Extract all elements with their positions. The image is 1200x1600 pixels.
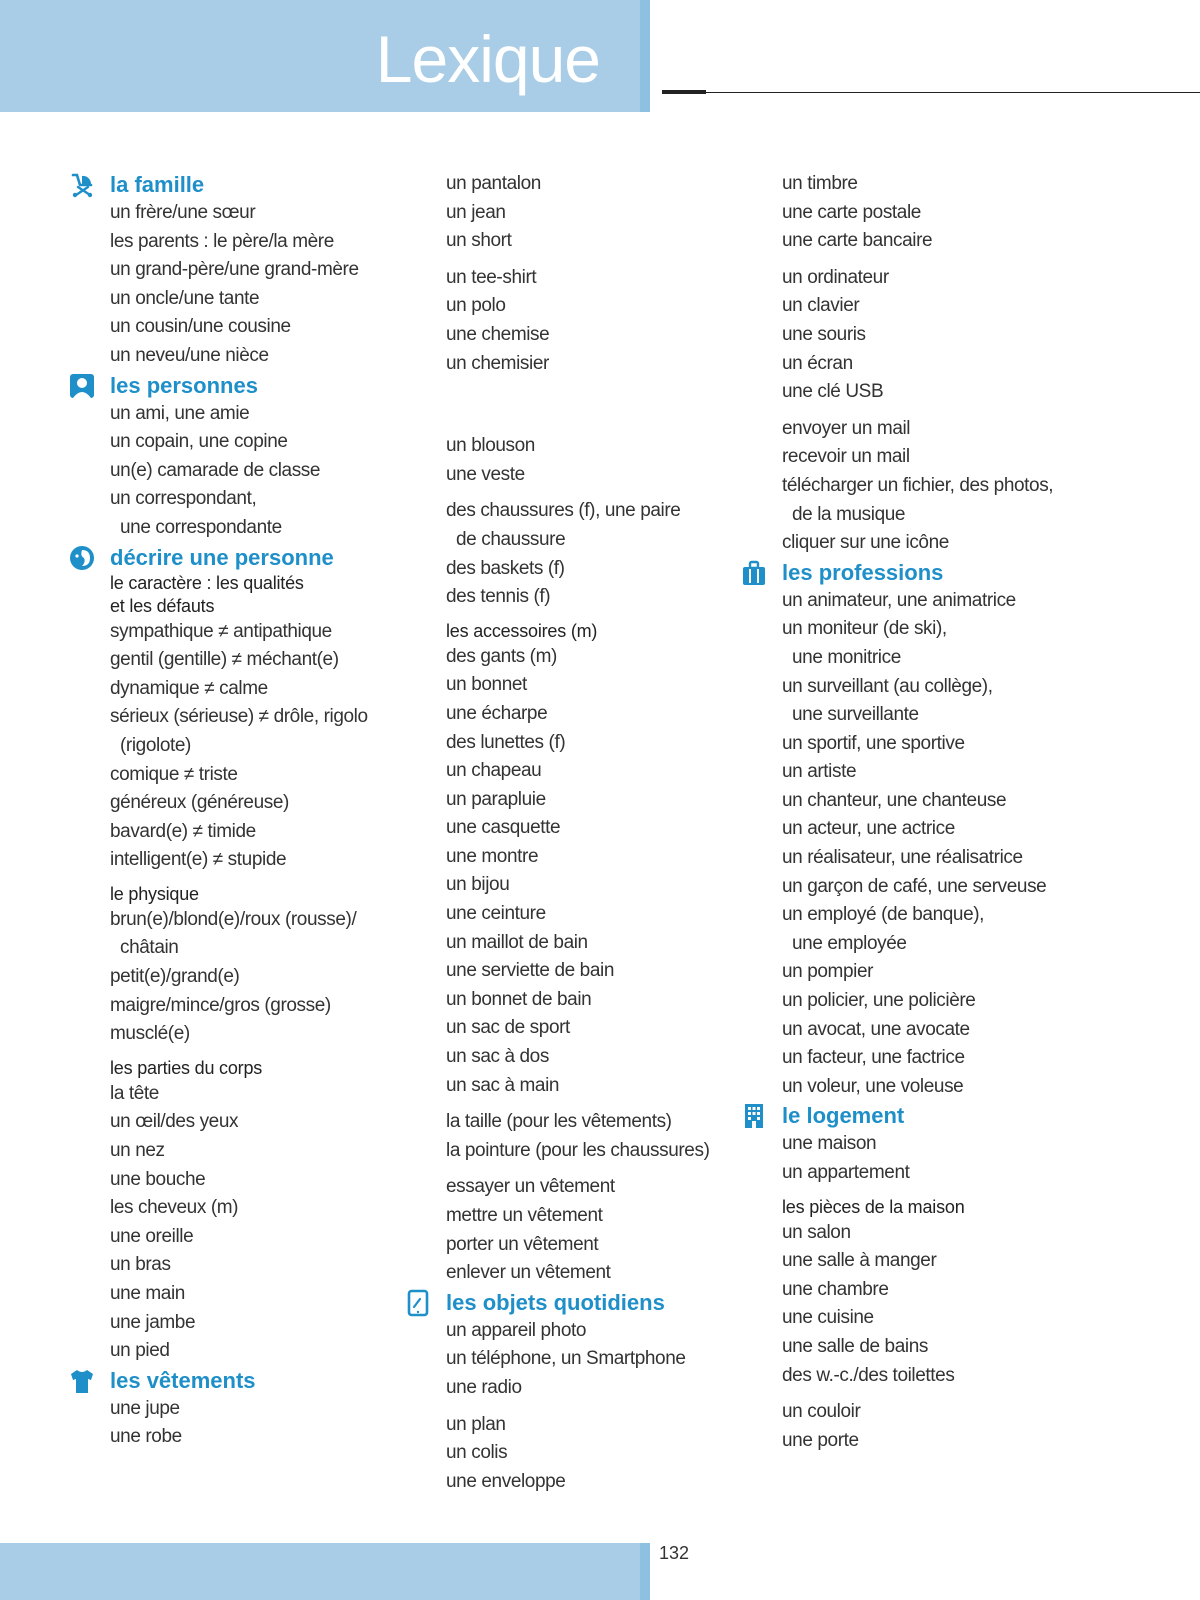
- header-rule-accent: [662, 90, 706, 94]
- person-icon: [68, 372, 96, 400]
- section-title-text: décrire une personne: [110, 544, 334, 570]
- list-item: un timbre: [782, 173, 858, 194]
- list-item: télécharger un fichier, des photos,: [782, 474, 1054, 496]
- list-item: un cousin/une cousine: [110, 316, 291, 338]
- list-item: un correspondant,: [110, 488, 257, 510]
- list-item: une ceinture: [446, 903, 546, 925]
- group-informatique: [782, 264, 1182, 407]
- section-title-text: les objets quotidiens: [446, 1289, 665, 1315]
- list-item: la pointure (pour les chaussures): [446, 1139, 710, 1161]
- list-item: une salle à manger: [782, 1250, 937, 1272]
- list-item: un appareil photo: [446, 1319, 587, 1341]
- group-caractere: [110, 572, 440, 875]
- list-item: un pied: [110, 1340, 170, 1362]
- list-item: un nez: [110, 1140, 165, 1162]
- list-item: une employée: [792, 932, 907, 954]
- list-item: une monitrice: [792, 646, 901, 668]
- list-item: une clé USB: [782, 381, 884, 403]
- list-item: les parents : le père/la mère: [110, 230, 334, 252]
- list-item: des gants (m): [446, 645, 557, 667]
- list-item: la taille (pour les vêtements): [446, 1111, 672, 1133]
- list-item: un(e) camarade de classe: [110, 459, 321, 481]
- item-list: [110, 1395, 440, 1452]
- list-item: une écharpe: [446, 702, 548, 724]
- list-item: des baskets (f): [446, 557, 565, 579]
- list-item: porter un vêtement: [446, 1233, 599, 1255]
- list-item: comique ≠ triste: [110, 763, 238, 785]
- list-item: un appartement: [782, 1162, 910, 1183]
- list-item: un chanteur, une chanteuse: [782, 789, 1007, 811]
- list-item: un sac à main: [446, 1074, 560, 1096]
- section-personnes: [110, 371, 440, 543]
- list-item: un écran: [782, 352, 853, 374]
- list-item: un short: [446, 230, 512, 252]
- list-item: un garçon de café, une serveuse: [782, 875, 1047, 897]
- list-item: des chaussures (f), une paire: [446, 500, 681, 522]
- group-title: les accessoires (m): [446, 620, 598, 641]
- list-item: un téléphone, un Smartphone: [446, 1348, 686, 1370]
- list-item: de la musique: [792, 503, 906, 525]
- section-title: [782, 1101, 1182, 1130]
- list-item: une correspondante: [120, 516, 282, 538]
- header-rule: [662, 92, 1200, 93]
- column-2: [446, 170, 776, 1496]
- list-item: une chambre: [782, 1278, 889, 1300]
- list-item: châtain: [120, 937, 179, 959]
- list-item: une oreille: [110, 1225, 194, 1247]
- list-item: petit(e)/grand(e): [110, 966, 240, 988]
- page-number: 132: [659, 1543, 690, 1563]
- list-item: de chaussure: [456, 528, 566, 550]
- section-title: [110, 371, 440, 400]
- list-item: un bras: [110, 1254, 171, 1276]
- list-item: un jean: [446, 201, 506, 223]
- section-decrire: [110, 543, 440, 1366]
- list-item: une radio: [446, 1376, 522, 1398]
- group-vestes: [446, 432, 776, 489]
- list-item: un pantalon: [446, 173, 541, 194]
- group-physique: [110, 883, 440, 1049]
- list-item: un parapluie: [446, 788, 546, 810]
- list-item: brun(e)/blond(e)/roux (rousse)/: [110, 908, 357, 930]
- list-item: une serviette de bain: [446, 960, 614, 982]
- section-title: [446, 1288, 776, 1317]
- list-item: un tee-shirt: [446, 266, 537, 288]
- list-item: gentil (gentille) ≠ méchant(e): [110, 649, 339, 671]
- list-item: maigre/mince/gros (grosse): [110, 994, 331, 1016]
- header-band: [0, 0, 640, 112]
- section-title-text: les vêtements: [110, 1367, 256, 1393]
- list-item: (rigolote): [120, 734, 191, 756]
- tshirt-icon: [68, 1367, 96, 1395]
- list-item: un bonnet: [446, 674, 527, 696]
- list-item: un polo: [446, 295, 506, 317]
- footer-band: [0, 1543, 650, 1600]
- section-famille: [110, 170, 440, 371]
- list-item: une carte bancaire: [782, 230, 933, 252]
- list-item: un policier, une policière: [782, 990, 976, 1012]
- list-item: une main: [110, 1283, 185, 1304]
- group-poste: [782, 170, 1182, 256]
- group-pieces: [782, 1196, 1182, 1391]
- list-item: généreux (généreuse): [110, 792, 289, 814]
- section-title: [110, 1366, 440, 1395]
- list-item: une maison: [782, 1133, 877, 1155]
- list-item: sympathique ≠ antipathique: [110, 620, 332, 642]
- list-item: sérieux (sérieuse) ≠ drôle, rigolo: [110, 706, 368, 728]
- list-item: une porte: [782, 1429, 859, 1451]
- list-item: des tennis (f): [446, 586, 551, 608]
- list-item: un oncle/une tante: [110, 287, 260, 309]
- list-item: un facteur, une factrice: [782, 1047, 965, 1069]
- list-item: un bijou: [446, 874, 510, 896]
- list-item: des w.-c./des toilettes: [782, 1364, 955, 1386]
- list-item: un ami, une amie: [110, 402, 250, 424]
- list-item: un pompier: [782, 961, 874, 983]
- item-list: [782, 1398, 1182, 1455]
- column-3: [782, 170, 1182, 1455]
- list-item: une jupe: [110, 1397, 180, 1419]
- briefcase-icon: [740, 559, 768, 587]
- list-item: un moniteur (de ski),: [782, 618, 947, 640]
- list-item: mettre un vêtement: [446, 1205, 603, 1226]
- group-title: les pièces de la maison: [782, 1196, 965, 1217]
- list-item: une veste: [446, 463, 525, 485]
- list-item: essayer un vêtement: [446, 1176, 615, 1198]
- list-item: un artiste: [782, 761, 857, 783]
- list-item: un chemisier: [446, 352, 549, 374]
- list-item: envoyer un mail: [782, 417, 911, 439]
- list-item: un réalisateur, une réalisatrice: [782, 847, 1023, 869]
- list-item: un sac de sport: [446, 1017, 570, 1039]
- section-title: [110, 543, 440, 572]
- list-item: un salon: [782, 1221, 851, 1243]
- list-item: un grand-père/une grand-mère: [110, 259, 359, 281]
- item-list: [446, 1411, 776, 1497]
- section-title-text: les professions: [782, 559, 944, 585]
- group-taille: [446, 1108, 776, 1165]
- section-professions: [782, 558, 1182, 1102]
- list-item: une chemise: [446, 323, 550, 345]
- list-item: un animateur, une animatrice: [782, 589, 1016, 611]
- list-item: des lunettes (f): [446, 731, 566, 753]
- header-edge: [640, 0, 650, 112]
- list-item: un ordinateur: [782, 266, 889, 288]
- section-title: [110, 170, 440, 199]
- section-title-text: le logement: [782, 1103, 905, 1129]
- list-item: enlever un vêtement: [446, 1262, 611, 1284]
- list-item: un acteur, une actrice: [782, 818, 955, 840]
- group-hauts: [446, 264, 776, 378]
- group-chaussures: [446, 497, 776, 611]
- list-item: une bouche: [110, 1168, 206, 1190]
- list-item: un frère/une sœur: [110, 202, 256, 223]
- item-list: [110, 400, 440, 543]
- list-item: une carte postale: [782, 201, 921, 223]
- list-item: dynamique ≠ calme: [110, 677, 268, 699]
- list-item: un œil/des yeux: [110, 1111, 239, 1133]
- list-item: la tête: [110, 1082, 159, 1104]
- group-corps: [110, 1057, 440, 1366]
- section-title: [782, 558, 1182, 587]
- face-profile-icon: [68, 544, 96, 572]
- group-actions: [782, 415, 1182, 558]
- list-item: bavard(e) ≠ timide: [110, 820, 256, 842]
- item-list: [446, 1317, 776, 1403]
- group-bas: [446, 170, 776, 256]
- group-title: le caractère : les qualités: [110, 572, 304, 593]
- list-item: un maillot de bain: [446, 931, 588, 953]
- list-item: un clavier: [782, 295, 860, 317]
- column-1: [110, 170, 440, 1452]
- list-item: un voleur, une voleuse: [782, 1075, 964, 1097]
- section-vetements: [110, 1366, 440, 1452]
- list-item: intelligent(e) ≠ stupide: [110, 849, 287, 871]
- section-logement: [782, 1101, 1182, 1455]
- list-item: une jambe: [110, 1311, 196, 1333]
- group-title: le physique: [110, 883, 199, 904]
- item-list: [782, 587, 1182, 1102]
- footer-edge: [640, 1543, 650, 1600]
- section-objets: [446, 1288, 776, 1497]
- section-title-text: les personnes: [110, 372, 258, 398]
- list-item: un couloir: [782, 1401, 861, 1423]
- list-item: une souris: [782, 323, 866, 345]
- list-item: un avocat, une avocate: [782, 1018, 970, 1040]
- list-item: une cuisine: [782, 1307, 874, 1329]
- item-list: [782, 1130, 1182, 1187]
- list-item: une robe: [110, 1426, 182, 1448]
- list-item: un sportif, une sportive: [782, 732, 965, 754]
- list-item: un copain, une copine: [110, 431, 288, 453]
- list-item: une casquette: [446, 817, 561, 839]
- list-item: une surveillante: [792, 704, 919, 726]
- stroller-icon: [68, 171, 96, 199]
- list-item: un surveillant (au collège),: [782, 675, 993, 697]
- list-item: un employé (de banque),: [782, 904, 985, 926]
- list-item: un blouson: [446, 435, 535, 457]
- tablet-icon: [404, 1289, 432, 1317]
- list-item: recevoir un mail: [782, 446, 910, 468]
- group-accessoires: [446, 620, 776, 1101]
- group-title: les parties du corps: [110, 1057, 263, 1078]
- list-item: un chapeau: [446, 760, 542, 782]
- list-item: cliquer sur une icône: [782, 532, 949, 554]
- list-item: un colis: [446, 1442, 508, 1464]
- list-item: une enveloppe: [446, 1470, 566, 1492]
- list-item: un bonnet de bain: [446, 988, 592, 1010]
- item-list: [110, 199, 440, 371]
- list-item: les cheveux (m): [110, 1197, 239, 1219]
- building-icon: [740, 1102, 768, 1130]
- page-title: Lexique: [375, 22, 600, 96]
- group-title: et les défauts: [110, 595, 215, 616]
- section-title-text: la famille: [110, 172, 205, 197]
- list-item: musclé(e): [110, 1023, 190, 1045]
- list-item: un sac à dos: [446, 1046, 549, 1068]
- group-verbes: [446, 1173, 776, 1287]
- list-item: une montre: [446, 845, 539, 867]
- list-item: une salle de bains: [782, 1335, 928, 1357]
- list-item: un plan: [446, 1413, 506, 1435]
- list-item: un neveu/une nièce: [110, 344, 269, 366]
